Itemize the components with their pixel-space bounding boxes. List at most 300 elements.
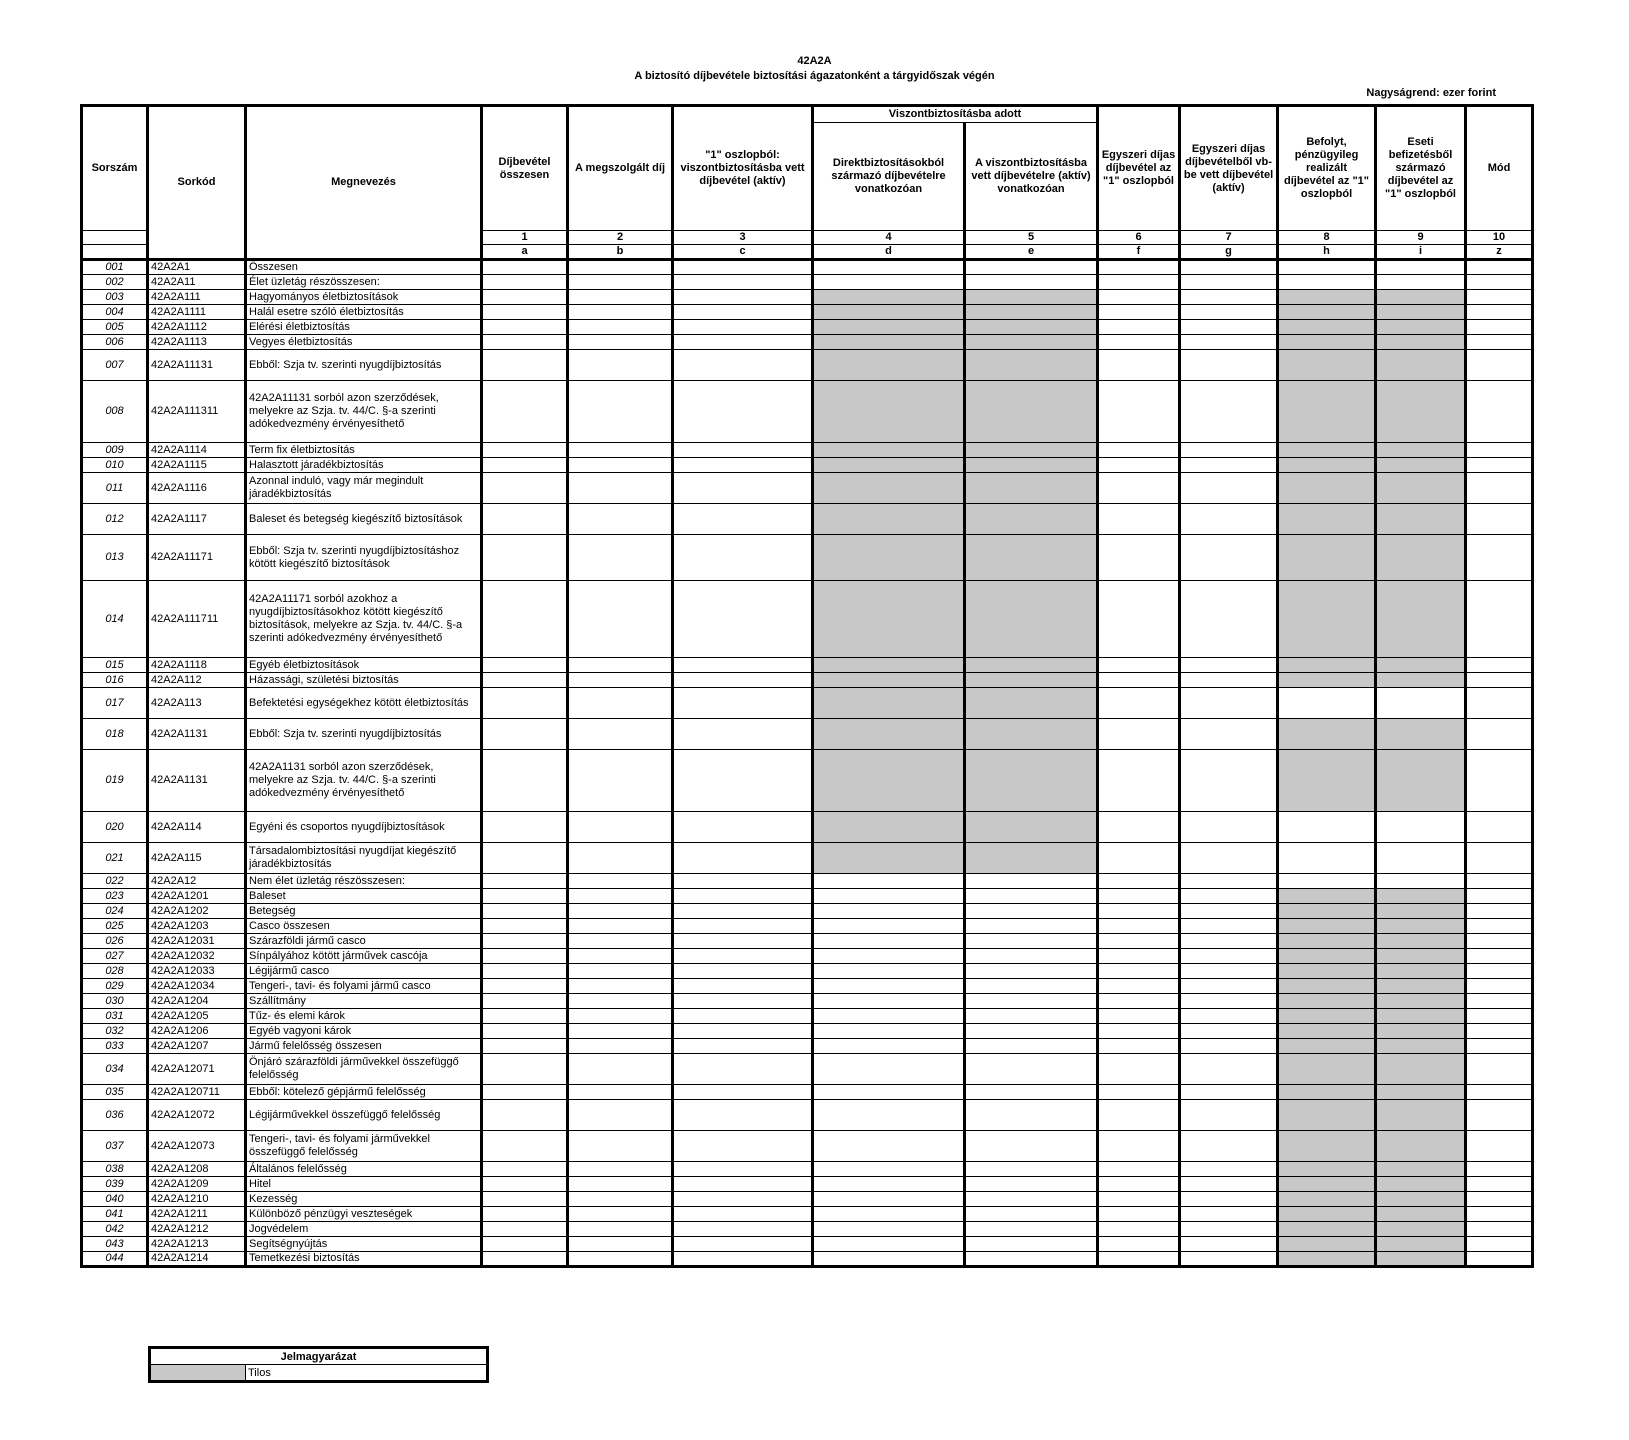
data-cell-col10 [1466, 994, 1533, 1009]
data-cell-col4 [813, 350, 965, 381]
unit-label: Nagyságrend: ezer forint [1366, 87, 1496, 99]
row-sorszam: 041 [82, 1207, 148, 1222]
data-cell-col2 [568, 750, 673, 812]
data-cell-col4 [813, 290, 965, 305]
column-number: 4 [813, 231, 965, 245]
header-megnevezes: Megnevezés [246, 106, 482, 260]
data-cell-col7 [1180, 320, 1278, 335]
data-cell-col6 [1098, 673, 1180, 688]
row-sorszam: 033 [82, 1039, 148, 1054]
data-cell-col4 [813, 843, 965, 874]
legend-item-label: Tilos [246, 1365, 488, 1382]
data-cell-col3 [673, 874, 813, 889]
data-cell-col10 [1466, 812, 1533, 843]
row-megnevezes: Élet üzletág részösszesen: [246, 275, 482, 290]
data-cell-col4 [813, 305, 965, 320]
data-cell-col9 [1376, 1222, 1466, 1237]
table-row [82, 458, 1533, 473]
data-cell-col8 [1278, 843, 1376, 874]
data-cell-col7 [1180, 843, 1278, 874]
data-cell-col9 [1376, 658, 1466, 673]
data-cell-col9 [1376, 688, 1466, 719]
data-cell-col1 [482, 1222, 568, 1237]
data-cell-col6 [1098, 1252, 1180, 1267]
row-sorszam: 028 [82, 964, 148, 979]
data-cell-col8 [1278, 904, 1376, 919]
data-cell-col8 [1278, 504, 1376, 535]
row-megnevezes: Baleset és betegség kiegészítő biztosítások [246, 504, 482, 535]
data-cell-col5 [965, 290, 1098, 305]
data-cell-col7 [1180, 504, 1278, 535]
data-cell-col4 [813, 504, 965, 535]
table-row [82, 260, 1533, 275]
data-cell-col5 [965, 535, 1098, 581]
row-sorszam: 031 [82, 1009, 148, 1024]
data-cell-col9 [1376, 305, 1466, 320]
data-cell-col5 [965, 994, 1098, 1009]
data-cell-col9 [1376, 949, 1466, 964]
row-megnevezes: Ebből: Szja tv. szerinti nyugdíjbiztosítás [246, 350, 482, 381]
data-cell-col8 [1278, 320, 1376, 335]
data-cell-col3 [673, 812, 813, 843]
data-cell-col8 [1278, 443, 1376, 458]
header-group-reinsurance: Viszontbiztosításba adott [813, 106, 1098, 123]
table-row [82, 1162, 1533, 1177]
table-row [82, 889, 1533, 904]
data-cell-col3 [673, 889, 813, 904]
data-cell-col6 [1098, 305, 1180, 320]
row-sorkod: 42A2A111311 [148, 381, 246, 443]
data-cell-col9 [1376, 1252, 1466, 1267]
data-cell-col4 [813, 1237, 965, 1252]
column-letter: h [1278, 245, 1376, 260]
data-cell-col1 [482, 1009, 568, 1024]
row-megnevezes: Befektetési egységekhez kötött életbiztosítás [246, 688, 482, 719]
header-col4: Direktbiztosításokból származó díjbevételre vonatkozóan [813, 123, 965, 231]
row-sorszam: 010 [82, 458, 148, 473]
legend-swatch [150, 1365, 246, 1382]
data-cell-col6 [1098, 1039, 1180, 1054]
data-cell-col6 [1098, 504, 1180, 535]
data-cell-col4 [813, 1252, 965, 1267]
row-sorkod: 42A2A1201 [148, 889, 246, 904]
column-number: 8 [1278, 231, 1376, 245]
data-cell-col8 [1278, 750, 1376, 812]
row-sorkod: 42A2A12071 [148, 1054, 246, 1085]
data-cell-col7 [1180, 1131, 1278, 1162]
data-cell-col10 [1466, 874, 1533, 889]
data-cell-col5 [965, 934, 1098, 949]
data-cell-col1 [482, 904, 568, 919]
data-cell-col1 [482, 1085, 568, 1100]
row-megnevezes: Term fix életbiztosítás [246, 443, 482, 458]
data-cell-col1 [482, 535, 568, 581]
column-number: 1 [482, 231, 568, 245]
row-sorkod: 42A2A1202 [148, 904, 246, 919]
row-megnevezes: Ebből: Szja tv. szerinti nyugdíjbiztosítás [246, 719, 482, 750]
data-cell-col3 [673, 919, 813, 934]
row-megnevezes: Kezesség [246, 1192, 482, 1207]
column-letter: e [965, 245, 1098, 260]
data-cell-col7 [1180, 658, 1278, 673]
data-cell-col1 [482, 889, 568, 904]
row-megnevezes: Egyéb életbiztosítások [246, 658, 482, 673]
data-cell-col1 [482, 949, 568, 964]
row-megnevezes: Egyéb vagyoni károk [246, 1024, 482, 1039]
data-cell-col9 [1376, 443, 1466, 458]
data-cell-col10 [1466, 1009, 1533, 1024]
column-number: 6 [1098, 231, 1180, 245]
data-cell-col2 [568, 535, 673, 581]
row-sorkod: 42A2A1111 [148, 305, 246, 320]
data-cell-col1 [482, 320, 568, 335]
data-cell-col6 [1098, 1192, 1180, 1207]
data-cell-col3 [673, 1054, 813, 1085]
data-cell-col9 [1376, 719, 1466, 750]
row-sorkod: 42A2A1116 [148, 473, 246, 504]
data-cell-col1 [482, 1100, 568, 1131]
table-row [82, 934, 1533, 949]
data-cell-col2 [568, 381, 673, 443]
data-cell-col2 [568, 335, 673, 350]
header-col10: Mód [1466, 106, 1533, 231]
data-cell-col10 [1466, 979, 1533, 994]
row-megnevezes: Betegség [246, 904, 482, 919]
data-cell-col6 [1098, 458, 1180, 473]
data-cell-col3 [673, 979, 813, 994]
data-cell-col3 [673, 1162, 813, 1177]
data-cell-col9 [1376, 320, 1466, 335]
column-letter: g [1180, 245, 1278, 260]
row-sorkod: 42A2A1131 [148, 750, 246, 812]
table-row [82, 874, 1533, 889]
data-cell-col10 [1466, 1237, 1533, 1252]
data-cell-col2 [568, 504, 673, 535]
data-cell-col5 [965, 750, 1098, 812]
data-cell-col10 [1466, 889, 1533, 904]
data-cell-col5 [965, 1009, 1098, 1024]
data-cell-col7 [1180, 673, 1278, 688]
data-cell-col9 [1376, 1009, 1466, 1024]
header-col5: A viszontbiztosításba vett díjbevételre (aktív) vonatkozóan [965, 123, 1098, 231]
data-cell-col1 [482, 458, 568, 473]
header-col2: A megszolgált díj [568, 106, 673, 231]
data-cell-col6 [1098, 843, 1180, 874]
row-sorszam: 030 [82, 994, 148, 1009]
row-megnevezes: Egyéni és csoportos nyugdíjbiztosítások [246, 812, 482, 843]
column-letter: c [673, 245, 813, 260]
table-row [82, 320, 1533, 335]
data-cell-col6 [1098, 750, 1180, 812]
data-cell-col3 [673, 350, 813, 381]
table-row [82, 504, 1533, 535]
table-row [82, 381, 1533, 443]
row-megnevezes: Szállítmány [246, 994, 482, 1009]
row-sorkod: 42A2A1214 [148, 1252, 246, 1267]
row-sorszam: 019 [82, 750, 148, 812]
row-megnevezes: Társadalombiztosítási nyugdíjat kiegészítő járadékbiztosítás [246, 843, 482, 874]
data-cell-col2 [568, 1054, 673, 1085]
data-cell-col2 [568, 812, 673, 843]
row-sorkod: 42A2A12073 [148, 1131, 246, 1162]
row-sorkod: 42A2A115 [148, 843, 246, 874]
data-cell-col8 [1278, 381, 1376, 443]
row-sorszam: 037 [82, 1131, 148, 1162]
row-megnevezes: Elérési életbiztosítás [246, 320, 482, 335]
data-cell-col2 [568, 1252, 673, 1267]
column-letter: b [568, 245, 673, 260]
data-cell-col5 [965, 1039, 1098, 1054]
data-cell-col9 [1376, 1039, 1466, 1054]
row-megnevezes: Tengeri-, tavi- és folyami jármű casco [246, 979, 482, 994]
column-number: 5 [965, 231, 1098, 245]
data-cell-col2 [568, 994, 673, 1009]
data-cell-col4 [813, 458, 965, 473]
data-cell-col10 [1466, 1085, 1533, 1100]
data-cell-col3 [673, 1192, 813, 1207]
data-cell-col1 [482, 1024, 568, 1039]
data-cell-col2 [568, 719, 673, 750]
row-sorszam: 038 [82, 1162, 148, 1177]
row-sorkod: 42A2A1112 [148, 320, 246, 335]
data-cell-col6 [1098, 1024, 1180, 1039]
row-megnevezes: Házassági, születési biztosítás [246, 673, 482, 688]
data-cell-col4 [813, 812, 965, 843]
data-cell-col8 [1278, 1207, 1376, 1222]
data-cell-col8 [1278, 581, 1376, 658]
data-cell-col1 [482, 688, 568, 719]
data-cell-col3 [673, 290, 813, 305]
data-cell-col5 [965, 275, 1098, 290]
data-cell-col8 [1278, 812, 1376, 843]
data-cell-col8 [1278, 719, 1376, 750]
data-cell-col5 [965, 874, 1098, 889]
data-cell-col8 [1278, 1192, 1376, 1207]
data-cell-col8 [1278, 1009, 1376, 1024]
data-cell-col3 [673, 458, 813, 473]
data-cell-col6 [1098, 1100, 1180, 1131]
data-cell-col1 [482, 504, 568, 535]
data-cell-col4 [813, 275, 965, 290]
data-cell-col7 [1180, 581, 1278, 658]
table-row [82, 581, 1533, 658]
data-cell-col2 [568, 1237, 673, 1252]
header-sorszam-spacer [82, 231, 148, 245]
data-cell-col6 [1098, 1207, 1180, 1222]
data-cell-col1 [482, 1131, 568, 1162]
data-cell-col6 [1098, 443, 1180, 458]
data-cell-col1 [482, 1054, 568, 1085]
table-row [82, 719, 1533, 750]
data-cell-col4 [813, 919, 965, 934]
data-cell-col9 [1376, 1177, 1466, 1192]
data-cell-col3 [673, 673, 813, 688]
data-cell-col7 [1180, 874, 1278, 889]
data-cell-col1 [482, 1177, 568, 1192]
data-cell-col5 [965, 443, 1098, 458]
data-cell-col4 [813, 673, 965, 688]
row-sorszam: 032 [82, 1024, 148, 1039]
column-letter: f [1098, 245, 1180, 260]
data-cell-col10 [1466, 843, 1533, 874]
row-sorkod: 42A2A1117 [148, 504, 246, 535]
data-cell-col9 [1376, 458, 1466, 473]
data-cell-col9 [1376, 535, 1466, 581]
data-cell-col10 [1466, 1131, 1533, 1162]
data-cell-col2 [568, 919, 673, 934]
data-cell-col10 [1466, 1100, 1533, 1131]
data-cell-col6 [1098, 934, 1180, 949]
data-cell-col3 [673, 1039, 813, 1054]
legend-title: Jelmagyarázat [150, 1348, 488, 1365]
table-row [82, 1024, 1533, 1039]
data-cell-col4 [813, 535, 965, 581]
data-cell-col5 [965, 904, 1098, 919]
data-cell-col2 [568, 275, 673, 290]
data-cell-col5 [965, 305, 1098, 320]
data-cell-col7 [1180, 919, 1278, 934]
data-cell-col5 [965, 350, 1098, 381]
data-cell-col3 [673, 934, 813, 949]
row-megnevezes: 42A2A11171 sorból azokhoz a nyugdíjbiztosításokhoz kötött kiegészítő biztosítások, melyekre az Szja. tv. 44/C. §-a szerinti adókedvezmény érvényesíthető [246, 581, 482, 658]
data-cell-col5 [965, 1177, 1098, 1192]
data-cell-col5 [965, 1054, 1098, 1085]
data-cell-col6 [1098, 719, 1180, 750]
premium-table [80, 104, 1534, 1268]
data-cell-col4 [813, 719, 965, 750]
data-cell-col7 [1180, 812, 1278, 843]
row-sorszam: 012 [82, 504, 148, 535]
data-cell-col5 [965, 458, 1098, 473]
data-cell-col1 [482, 473, 568, 504]
data-cell-col10 [1466, 688, 1533, 719]
table-row [82, 812, 1533, 843]
data-cell-col4 [813, 1207, 965, 1222]
row-megnevezes: Azonnal induló, vagy már megindult járadékbiztosítás [246, 473, 482, 504]
row-sorszam: 016 [82, 673, 148, 688]
data-cell-col9 [1376, 504, 1466, 535]
data-cell-col6 [1098, 919, 1180, 934]
data-cell-col8 [1278, 473, 1376, 504]
row-megnevezes: Tűz- és elemi károk [246, 1009, 482, 1024]
column-letter: a [482, 245, 568, 260]
column-number: 3 [673, 231, 813, 245]
data-cell-col2 [568, 260, 673, 275]
row-sorkod: 42A2A1113 [148, 335, 246, 350]
row-sorkod: 42A2A111 [148, 290, 246, 305]
data-cell-col4 [813, 1039, 965, 1054]
data-cell-col1 [482, 381, 568, 443]
data-cell-col4 [813, 889, 965, 904]
data-cell-col4 [813, 750, 965, 812]
data-cell-col6 [1098, 290, 1180, 305]
table-row [82, 994, 1533, 1009]
row-sorkod: 42A2A1213 [148, 1237, 246, 1252]
table-row [82, 290, 1533, 305]
data-cell-col2 [568, 979, 673, 994]
data-cell-col1 [482, 1192, 568, 1207]
row-megnevezes: Tengeri-, tavi- és folyami járművekkel összefüggő felelősség [246, 1131, 482, 1162]
header-col7: Egyszeri díjas díjbevételből vb-be vett díjbevétel (aktív) [1180, 106, 1278, 231]
row-sorkod: 42A2A1205 [148, 1009, 246, 1024]
data-cell-col6 [1098, 581, 1180, 658]
data-cell-col1 [482, 979, 568, 994]
table-row [82, 1222, 1533, 1237]
data-cell-col10 [1466, 443, 1533, 458]
data-cell-col5 [965, 1207, 1098, 1222]
data-cell-col4 [813, 1131, 965, 1162]
form-title: A biztosító díjbevétele biztosítási ágazatonként a tárgyidőszak végén [634, 70, 995, 82]
data-cell-col2 [568, 1009, 673, 1024]
data-cell-col9 [1376, 290, 1466, 305]
data-cell-col4 [813, 260, 965, 275]
data-cell-col10 [1466, 260, 1533, 275]
data-cell-col8 [1278, 275, 1376, 290]
column-number: 2 [568, 231, 673, 245]
header-sorkod: Sorkód [148, 106, 246, 260]
data-cell-col2 [568, 843, 673, 874]
data-cell-col8 [1278, 658, 1376, 673]
row-sorszam: 034 [82, 1054, 148, 1085]
column-number: 10 [1466, 231, 1533, 245]
data-cell-col2 [568, 290, 673, 305]
data-cell-col10 [1466, 1039, 1533, 1054]
data-cell-col5 [965, 1192, 1098, 1207]
row-sorszam: 021 [82, 843, 148, 874]
data-cell-col2 [568, 473, 673, 504]
table-row [82, 1131, 1533, 1162]
data-cell-col5 [965, 320, 1098, 335]
row-sorszam: 026 [82, 934, 148, 949]
data-cell-col3 [673, 581, 813, 658]
row-sorszam: 022 [82, 874, 148, 889]
data-cell-col9 [1376, 260, 1466, 275]
data-cell-col5 [965, 964, 1098, 979]
data-cell-col2 [568, 934, 673, 949]
data-cell-col3 [673, 1100, 813, 1131]
data-cell-col5 [965, 335, 1098, 350]
data-cell-col10 [1466, 1252, 1533, 1267]
table-row [82, 350, 1533, 381]
data-cell-col7 [1180, 1085, 1278, 1100]
row-megnevezes: 42A2A1131 sorból azon szerződések, melyekre az Szja. tv. 44/C. §-a szerinti adókedvezmény érvényesíthető [246, 750, 482, 812]
data-cell-col2 [568, 1131, 673, 1162]
data-cell-col2 [568, 688, 673, 719]
data-cell-col7 [1180, 535, 1278, 581]
row-megnevezes: Segítségnyújtás [246, 1237, 482, 1252]
table-row [82, 1237, 1533, 1252]
row-sorszam: 009 [82, 443, 148, 458]
row-sorkod: 42A2A1206 [148, 1024, 246, 1039]
data-cell-col3 [673, 949, 813, 964]
data-cell-col5 [965, 889, 1098, 904]
data-cell-col8 [1278, 1100, 1376, 1131]
data-cell-col3 [673, 994, 813, 1009]
data-cell-col5 [965, 919, 1098, 934]
data-cell-col10 [1466, 504, 1533, 535]
data-cell-col7 [1180, 904, 1278, 919]
data-cell-col7 [1180, 473, 1278, 504]
data-cell-col2 [568, 964, 673, 979]
data-cell-col4 [813, 949, 965, 964]
data-cell-col2 [568, 1222, 673, 1237]
row-sorkod: 42A2A1210 [148, 1192, 246, 1207]
data-cell-col9 [1376, 1207, 1466, 1222]
data-cell-col7 [1180, 1207, 1278, 1222]
data-cell-col3 [673, 843, 813, 874]
data-cell-col5 [965, 260, 1098, 275]
data-cell-col3 [673, 305, 813, 320]
